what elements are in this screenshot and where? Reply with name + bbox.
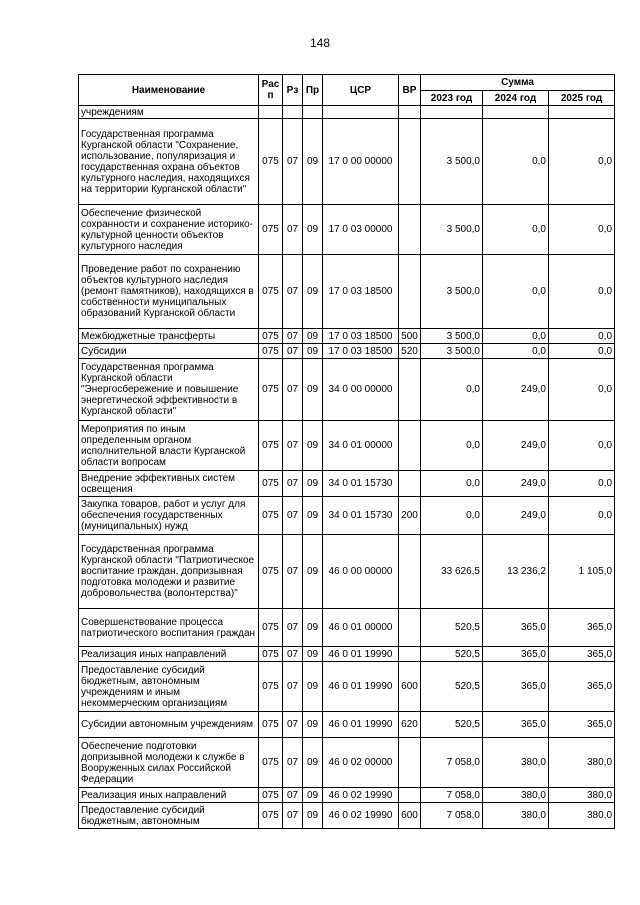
- cell-pr: 09: [303, 803, 323, 829]
- cell-y2023: 7 058,0: [421, 803, 483, 829]
- cell-pr: 09: [303, 788, 323, 803]
- cell-ras: 075: [259, 421, 283, 471]
- cell-rz: 07: [283, 662, 303, 712]
- cell-y2024: 249,0: [483, 359, 549, 421]
- cell-name: Государственная программа Курганской области "Энергосбережение и повышение энергетической эффективности в Курганской области": [79, 359, 259, 421]
- cell-ras: 075: [259, 471, 283, 497]
- cell-y2025: 380,0: [549, 788, 615, 803]
- header-year-2024: 2024 год: [483, 91, 549, 106]
- cell-vr: [399, 359, 421, 421]
- cell-pr: 09: [303, 255, 323, 329]
- cell-ras: 075: [259, 329, 283, 344]
- cell-y2025: 0,0: [549, 205, 615, 255]
- cell-y2025: 365,0: [549, 647, 615, 662]
- cell-ras: 075: [259, 738, 283, 788]
- cell-y2025: 0,0: [549, 344, 615, 359]
- cell-y2025: 0,0: [549, 359, 615, 421]
- cell-vr: [399, 535, 421, 609]
- cell-csr: 34 0 00 00000: [323, 359, 399, 421]
- cell-name: Предоставление субсидий бюджетным, автономным учреждениям и иным некоммерческим организациям: [79, 662, 259, 712]
- cell-y2024: 365,0: [483, 662, 549, 712]
- header-csr: ЦСР: [323, 75, 399, 106]
- cell-ras: 075: [259, 255, 283, 329]
- cell-csr: 46 0 01 00000: [323, 609, 399, 647]
- header-year-2025: 2025 год: [549, 91, 615, 106]
- cell-name: Реализация иных направлений: [79, 788, 259, 803]
- table-row: [79, 255, 615, 329]
- cell-name: Обеспечение физической сохранности и сохранение историко-культурной ценности объектов культурного наследия: [79, 205, 259, 255]
- cell-rz: 07: [283, 471, 303, 497]
- cell-y2024: 365,0: [483, 609, 549, 647]
- table-row: [79, 205, 615, 255]
- cell-y2025: 380,0: [549, 803, 615, 829]
- cell-y2023: 3 500,0: [421, 205, 483, 255]
- cell-ras: 075: [259, 497, 283, 535]
- header-ras: Рас п: [259, 75, 283, 106]
- cell-rz: 07: [283, 119, 303, 205]
- cell-y2023: 3 500,0: [421, 119, 483, 205]
- cell-vr: 200: [399, 497, 421, 535]
- cell-vr: [399, 421, 421, 471]
- cell-y2025: 380,0: [549, 738, 615, 788]
- cell-y2023: 3 500,0: [421, 344, 483, 359]
- cell-y2024: 13 236,2: [483, 535, 549, 609]
- cell-csr: 34 0 01 15730: [323, 471, 399, 497]
- cell-y2023: 520,5: [421, 609, 483, 647]
- cell-pr: [303, 106, 323, 119]
- cell-vr: [399, 471, 421, 497]
- cell-y2023: 3 500,0: [421, 329, 483, 344]
- cell-csr: 46 0 01 19990: [323, 712, 399, 738]
- cell-y2023: [421, 106, 483, 119]
- cell-y2024: 0,0: [483, 255, 549, 329]
- header-rz: Рз: [283, 75, 303, 106]
- cell-csr: 46 0 02 00000: [323, 738, 399, 788]
- table-row: [79, 662, 615, 712]
- cell-y2024: 0,0: [483, 205, 549, 255]
- cell-csr: 46 0 01 19990: [323, 662, 399, 712]
- table-row: [79, 119, 615, 205]
- cell-name: Проведение работ по сохранению объектов культурного наследия (ремонт памятников), находящихся в собственности муниципальных образований Курганской области: [79, 255, 259, 329]
- cell-y2024: 249,0: [483, 421, 549, 471]
- cell-vr: [399, 788, 421, 803]
- cell-y2025: 0,0: [549, 471, 615, 497]
- cell-y2023: 0,0: [421, 359, 483, 421]
- cell-vr: [399, 609, 421, 647]
- cell-y2025: 0,0: [549, 497, 615, 535]
- table-row: [79, 647, 615, 662]
- cell-y2024: 0,0: [483, 344, 549, 359]
- cell-ras: 075: [259, 712, 283, 738]
- cell-y2023: 520,5: [421, 647, 483, 662]
- cell-vr: 520: [399, 344, 421, 359]
- table-header: [79, 75, 615, 106]
- table-row: [79, 344, 615, 359]
- cell-name: Закупка товаров, работ и услуг для обеспечения государственных (муниципальных) нужд: [79, 497, 259, 535]
- cell-ras: 075: [259, 803, 283, 829]
- cell-rz: 07: [283, 738, 303, 788]
- cell-y2025: 365,0: [549, 662, 615, 712]
- header-pr: Пр: [303, 75, 323, 106]
- table-row: [79, 329, 615, 344]
- header-name: Наименование: [79, 75, 259, 106]
- cell-ras: [259, 106, 283, 119]
- cell-rz: 07: [283, 421, 303, 471]
- cell-y2023: 520,5: [421, 662, 483, 712]
- cell-vr: 600: [399, 662, 421, 712]
- cell-rz: 07: [283, 205, 303, 255]
- cell-pr: 09: [303, 471, 323, 497]
- cell-ras: 075: [259, 205, 283, 255]
- cell-pr: 09: [303, 535, 323, 609]
- cell-y2023: 0,0: [421, 497, 483, 535]
- cell-pr: 09: [303, 712, 323, 738]
- cell-vr: [399, 119, 421, 205]
- table-row: [79, 712, 615, 738]
- cell-name: Государственная программа Курганской области "Патриотическое воспитание граждан, допризывная подготовка молодежи и развитие добровольчества (волонтерства)": [79, 535, 259, 609]
- table-row: [79, 471, 615, 497]
- cell-ras: 075: [259, 344, 283, 359]
- table-body: [79, 106, 615, 829]
- cell-vr: [399, 106, 421, 119]
- cell-csr: 17 0 03 00000: [323, 205, 399, 255]
- cell-vr: [399, 647, 421, 662]
- cell-pr: 09: [303, 738, 323, 788]
- cell-pr: 09: [303, 329, 323, 344]
- cell-y2023: 33 626,5: [421, 535, 483, 609]
- cell-name: Реализация иных направлений: [79, 647, 259, 662]
- cell-name: Мероприятия по иным определенным органом исполнительной власти Курганской области вопросам: [79, 421, 259, 471]
- cell-pr: 09: [303, 119, 323, 205]
- cell-pr: 09: [303, 647, 323, 662]
- cell-csr: [323, 106, 399, 119]
- cell-y2023: 3 500,0: [421, 255, 483, 329]
- cell-csr: 34 0 01 15730: [323, 497, 399, 535]
- cell-y2024: 365,0: [483, 647, 549, 662]
- cell-name: Внедрение эффективных систем освещения: [79, 471, 259, 497]
- cell-y2024: 380,0: [483, 803, 549, 829]
- cell-name: Государственная программа Курганской области "Сохранение, использование, популяризация и государственная охрана объектов культурного наследия, находящихся на территории Курганской области": [79, 119, 259, 205]
- cell-vr: 500: [399, 329, 421, 344]
- cell-y2024: 380,0: [483, 788, 549, 803]
- table-row: [79, 788, 615, 803]
- cell-vr: 600: [399, 803, 421, 829]
- cell-rz: 07: [283, 359, 303, 421]
- cell-ras: 075: [259, 788, 283, 803]
- cell-name: учреждениям: [79, 106, 259, 119]
- cell-csr: 17 0 03 18500: [323, 329, 399, 344]
- cell-name: Субсидии: [79, 344, 259, 359]
- cell-name: Предоставление субсидий бюджетным, автономным: [79, 803, 259, 829]
- header-year-2023: 2023 год: [421, 91, 483, 106]
- budget-table: [78, 74, 615, 829]
- cell-rz: 07: [283, 497, 303, 535]
- page-number: 148: [309, 36, 331, 50]
- cell-y2025: 1 105,0: [549, 535, 615, 609]
- cell-y2024: [483, 106, 549, 119]
- cell-y2025: [549, 106, 615, 119]
- cell-y2025: 0,0: [549, 329, 615, 344]
- table-row: [79, 738, 615, 788]
- cell-rz: 07: [283, 344, 303, 359]
- cell-y2023: 7 058,0: [421, 738, 483, 788]
- cell-y2024: 249,0: [483, 497, 549, 535]
- cell-rz: 07: [283, 535, 303, 609]
- cell-y2023: 520,5: [421, 712, 483, 738]
- cell-y2024: 249,0: [483, 471, 549, 497]
- cell-rz: 07: [283, 255, 303, 329]
- cell-csr: 17 0 00 00000: [323, 119, 399, 205]
- cell-ras: 075: [259, 359, 283, 421]
- table-row: [79, 106, 615, 119]
- table-row: [79, 803, 615, 829]
- cell-csr: 17 0 03 18500: [323, 255, 399, 329]
- cell-csr: 17 0 03 18500: [323, 344, 399, 359]
- cell-rz: 07: [283, 329, 303, 344]
- cell-ras: 075: [259, 662, 283, 712]
- cell-rz: 07: [283, 803, 303, 829]
- cell-pr: 09: [303, 662, 323, 712]
- cell-y2025: 365,0: [549, 712, 615, 738]
- header-sum: Сумма: [421, 75, 615, 91]
- cell-y2024: 365,0: [483, 712, 549, 738]
- table-row: [79, 609, 615, 647]
- cell-name: Субсидии автономным учреждениям: [79, 712, 259, 738]
- cell-y2025: 0,0: [549, 255, 615, 329]
- cell-y2025: 0,0: [549, 421, 615, 471]
- cell-rz: [283, 106, 303, 119]
- cell-pr: 09: [303, 609, 323, 647]
- cell-y2024: 380,0: [483, 738, 549, 788]
- table-row: [79, 497, 615, 535]
- cell-csr: 46 0 01 19990: [323, 647, 399, 662]
- cell-pr: 09: [303, 205, 323, 255]
- cell-y2024: 0,0: [483, 119, 549, 205]
- cell-name: Обеспечение подготовки допризывной молодежи к службе в Вооруженных силах Российской Федерации: [79, 738, 259, 788]
- cell-rz: 07: [283, 788, 303, 803]
- cell-pr: 09: [303, 359, 323, 421]
- table-row: [79, 421, 615, 471]
- cell-ras: 075: [259, 535, 283, 609]
- cell-y2025: 0,0: [549, 119, 615, 205]
- cell-ras: 075: [259, 609, 283, 647]
- cell-y2023: 0,0: [421, 421, 483, 471]
- cell-y2024: 0,0: [483, 329, 549, 344]
- cell-y2023: 0,0: [421, 471, 483, 497]
- cell-rz: 07: [283, 712, 303, 738]
- cell-y2023: 7 058,0: [421, 788, 483, 803]
- cell-pr: 09: [303, 344, 323, 359]
- cell-pr: 09: [303, 421, 323, 471]
- cell-vr: [399, 205, 421, 255]
- cell-csr: 46 0 00 00000: [323, 535, 399, 609]
- cell-vr: 620: [399, 712, 421, 738]
- cell-vr: [399, 738, 421, 788]
- cell-ras: 075: [259, 119, 283, 205]
- cell-name: Межбюджетные трансферты: [79, 329, 259, 344]
- cell-vr: [399, 255, 421, 329]
- cell-rz: 07: [283, 647, 303, 662]
- header-vr: ВР: [399, 75, 421, 106]
- cell-ras: 075: [259, 647, 283, 662]
- cell-pr: 09: [303, 497, 323, 535]
- table-row: [79, 535, 615, 609]
- cell-rz: 07: [283, 609, 303, 647]
- cell-csr: 34 0 01 00000: [323, 421, 399, 471]
- table-row: [79, 359, 615, 421]
- cell-csr: 46 0 02 19990: [323, 803, 399, 829]
- cell-y2025: 365,0: [549, 609, 615, 647]
- cell-name: Совершенствование процесса патриотического воспитания граждан: [79, 609, 259, 647]
- cell-csr: 46 0 02 19990: [323, 788, 399, 803]
